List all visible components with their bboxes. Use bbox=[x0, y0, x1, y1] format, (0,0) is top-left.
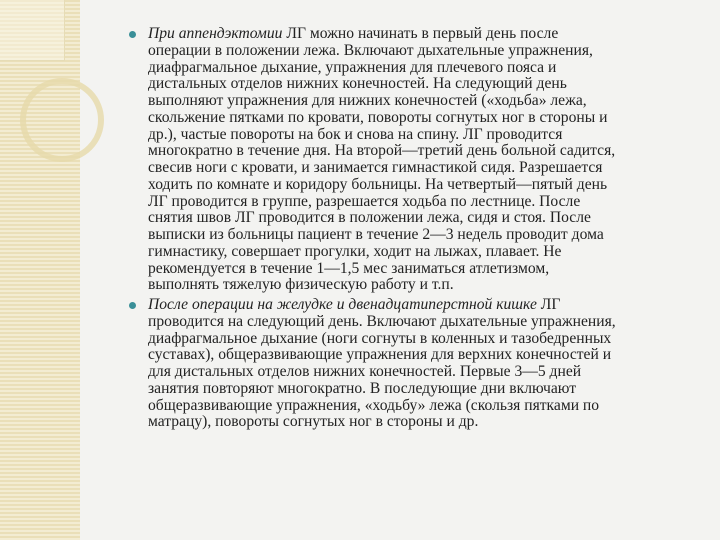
paragraph-line: снятия швов ЛГ проводится в положении лежа, сидя и стоя. После bbox=[148, 209, 591, 227]
paragraph-line: рекомендуется в течение 1—1,5 мес заниматься атлетизмом, bbox=[148, 259, 550, 277]
paragraph-line: диафрагмальное дыхание, упражнения для плечевого пояса и bbox=[148, 58, 557, 76]
paragraph-lead: При аппендэктомии bbox=[148, 25, 283, 42]
bullet-icon bbox=[129, 302, 136, 309]
paragraph-text: ЛГ bbox=[536, 296, 561, 313]
paragraph-line: свесив ноги с кровати, и занимается гимнастикой сидя. Разрешается bbox=[148, 159, 603, 176]
paragraph-line: выполняют упражнения для нижних конечностей («ходьба» лежа, bbox=[148, 92, 587, 109]
slide-body bbox=[148, 26, 708, 434]
paragraph-line: диафрагмальное дыхание (ноги согнуты в коленных и тазобедренных bbox=[148, 329, 612, 347]
paragraph-line: гимнастику, совершает прогулки, ходит на лыжах, плавает. Не bbox=[148, 242, 562, 260]
decorative-ring bbox=[20, 78, 104, 162]
paragraph-line: дистальных отделов нижних конечностей. На следующий день bbox=[148, 75, 567, 93]
paragraph-line: др.), частые повороты на бок и снова на спину. ЛГ проводится bbox=[148, 125, 563, 143]
paragraph-line: многократно в течение дня. На второй—третий день больной садится, bbox=[148, 142, 616, 160]
paragraph-line: матрацу), повороты согнутых ног в стороны и др. bbox=[148, 413, 479, 431]
paragraph-line: для дистальных отделов нижних конечностей. Первые 3—5 дней bbox=[148, 363, 582, 380]
paragraph-line: выписки из больницы пациент в течение 2—3 недель проводит дома bbox=[148, 226, 604, 243]
decorative-side-strip bbox=[0, 0, 80, 540]
paragraph-line: суставах), общеразвивающие упражнения для верхних конечностей и bbox=[148, 346, 612, 364]
paragraph-line bbox=[148, 297, 708, 314]
paragraph-line: общеразвивающие упражнения, «ходьбу» лежа (скользя пятками по bbox=[148, 396, 600, 414]
bullet-paragraph bbox=[148, 26, 708, 294]
bullet-icon bbox=[129, 31, 136, 38]
paragraph-lead: После операции на желудке и двенадцатиперстной кишке bbox=[148, 296, 537, 313]
paragraph-line: операции в положении лежа. Включают дыхательные упражнения, bbox=[148, 41, 593, 59]
paragraph-line: ходить по комнате и коридору больницы. На четвертый—пятый день bbox=[148, 175, 608, 193]
paragraph-line: ЛГ проводится в группе, разрешается ходьба по лестнице. После bbox=[148, 192, 581, 210]
paragraph-line: проводится на следующий день. Включают дыхательные упражнения, bbox=[148, 312, 616, 330]
paragraph-line bbox=[148, 26, 708, 43]
paragraph-line: скольжение пятками по кровати, повороты согнутых ног в стороны и bbox=[148, 108, 608, 126]
decorative-square bbox=[0, 0, 65, 61]
bullet-paragraph bbox=[148, 297, 708, 431]
paragraph-line: выполнять тяжелую физическую работу и т.п. bbox=[148, 276, 454, 294]
paragraph-text: ЛГ можно начинать в первый день после bbox=[282, 25, 559, 42]
paragraph-line: занятия повторяют многократно. В последующие дни включают bbox=[148, 379, 577, 397]
